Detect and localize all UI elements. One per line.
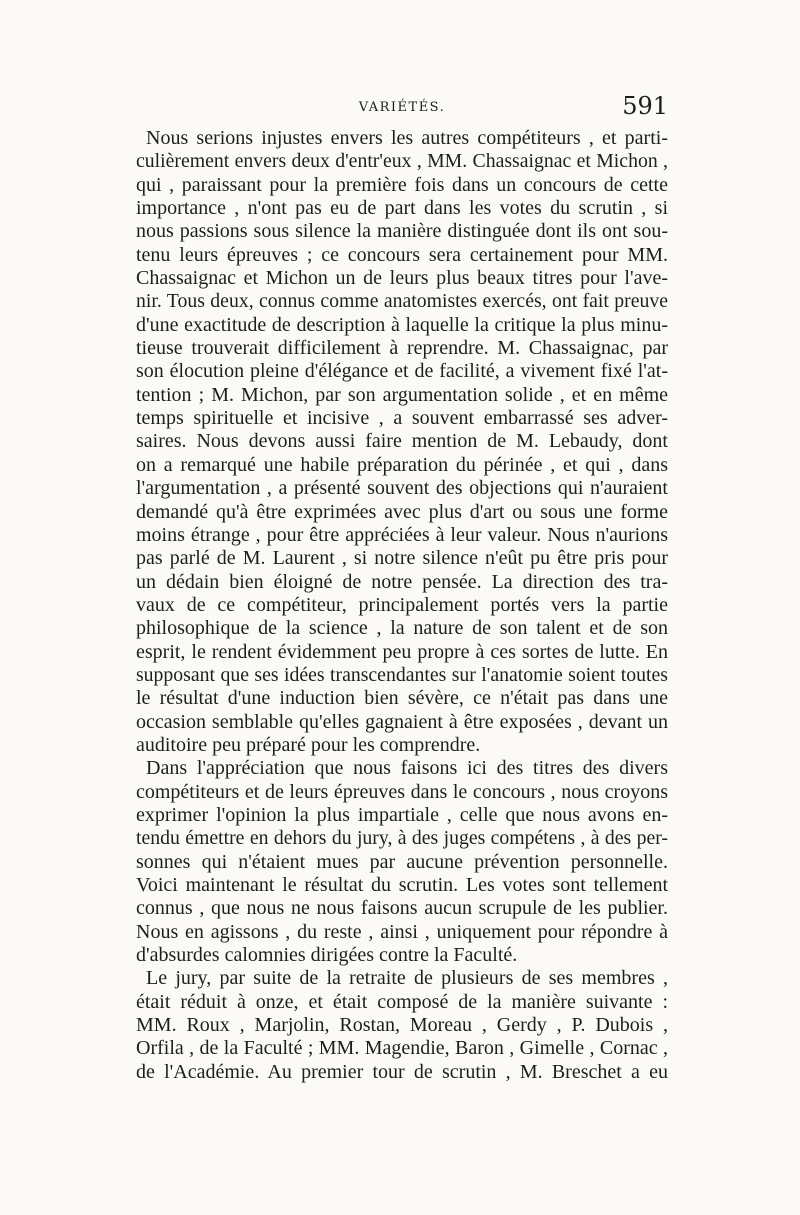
text-line: l'argumentation , a présenté souvent des objections qui n'auraient [136, 477, 668, 500]
text-line: auditoire peu préparé pour les comprendre. [136, 733, 481, 756]
text-line: le résultat d'une induction bien sévère, ce n'était pas dans une [136, 687, 668, 710]
text-line: demandé qu'à être exprimées avec plus d'art ou sous une forme [136, 500, 668, 523]
text-line: culièrement envers deux d'entr'eux , MM. Chassaignac et Michon , [136, 150, 668, 173]
text-line: Nous en agissons , du reste , ainsi , uniquement pour répondre à [136, 920, 668, 943]
paragraph-3 [136, 967, 668, 1084]
text-line: de l'Académie. Au premier tour de scrutin , M. Breschet a eu [136, 1060, 668, 1083]
text-line: esprit, le rendent évidemment peu propre à ces sortes de lutte. En [136, 640, 668, 663]
text-line: saires. Nous devons aussi faire mention de M. Lebaudy, dont [136, 430, 668, 453]
text-line: occasion semblable qu'elles gagnaient à être exposées , devant un [136, 710, 668, 733]
paragraph-1 [136, 127, 668, 757]
text-line: Chassaignac et Michon un de leurs plus beaux titres pour l'ave- [136, 267, 668, 290]
text-line: un dédain bien éloigné de notre pensée. La direction des tra- [136, 570, 668, 593]
text-line: nous passions sous silence la manière distinguée dont ils ont sou- [136, 220, 668, 243]
text-line: Dans l'appréciation que nous faisons ici des titres des divers [146, 757, 668, 780]
text-line: son élocution pleine d'élégance et de facilité, a vivement fixé l'at- [136, 360, 668, 383]
text-line: tieuse trouverait difficilement à reprendre. M. Chassaignac, par [136, 337, 668, 360]
text-line: nir. Tous deux, connus comme anatomistes exercés, ont fait preuve [136, 290, 668, 313]
text-line: vaux de ce compétiteur, principalement portés vers la partie [136, 593, 668, 616]
text-line: pas parlé de M. Laurent , si notre silence n'eût pu être pris pour [136, 547, 668, 570]
text-line: philosophique de la science , la nature de son talent et de son [136, 617, 668, 640]
text-line: Le jury, par suite de la retraite de plusieurs de ses membres , [146, 967, 668, 990]
text-line: temps spirituelle et incisive , a souvent embarrassé ses adver- [136, 407, 668, 430]
running-head [136, 92, 668, 122]
text-line: Voici maintenant le résultat du scrutin. Les votes sont tellement [136, 874, 668, 896]
text-line: était réduit à onze, et était composé de la manière suivante : [136, 990, 668, 1013]
text-line: MM. Roux , Marjolin, Rostan, Moreau , Gerdy , P. Dubois , [136, 1014, 668, 1037]
page-number: 591 [622, 92, 668, 120]
text-line: tenu leurs épreuves ; ce concours sera certainement pour MM. [136, 243, 668, 266]
text-line: exprimer l'opinion la plus impartiale , celle que nous avons en- [136, 803, 668, 826]
body-text [136, 127, 668, 1084]
text-line: importance , n'ont pas eu de part dans les votes du scrutin , si [136, 197, 668, 220]
running-title: VARIÉTÉS. [358, 100, 446, 115]
text-line: sonnes qui n'étaient mues par aucune prévention personnelle. [136, 850, 668, 873]
text-line: supposant que ses idées transcendantes sur l'anatomie soient toutes [136, 663, 668, 686]
text-line: connus , que nous ne nous faisons aucun scrupule de les publier. [136, 897, 668, 920]
text-line: moins étrange , pour être appréciées à leur valeur. Nous n'aurions [136, 523, 668, 546]
text-line: tendu émettre en dehors du jury, à des juges compétens , à des per- [136, 827, 668, 850]
text-line: Nous serions injustes envers les autres compétiteurs , et parti- [146, 127, 668, 149]
text-line: qui , paraissant pour la première fois dans un concours de cette [136, 173, 668, 196]
text-line: compétiteurs et de leurs épreuves dans le concours , nous croyons [136, 780, 668, 803]
text-line: Orfila , de la Faculté ; MM. Magendie, Baron , Gimelle , Cornac , [136, 1037, 668, 1060]
text-line: d'absurdes calomnies dirigées contre la Faculté. [136, 944, 518, 967]
paragraph-2 [136, 757, 668, 967]
text-line: tention ; M. Michon, par son argumentation solide , et en même [136, 383, 668, 406]
text-line: on a remarqué une habile préparation du périnée , et qui , dans [136, 453, 668, 476]
text-line: d'une exactitude de description à laquelle la critique la plus minu- [136, 313, 668, 336]
